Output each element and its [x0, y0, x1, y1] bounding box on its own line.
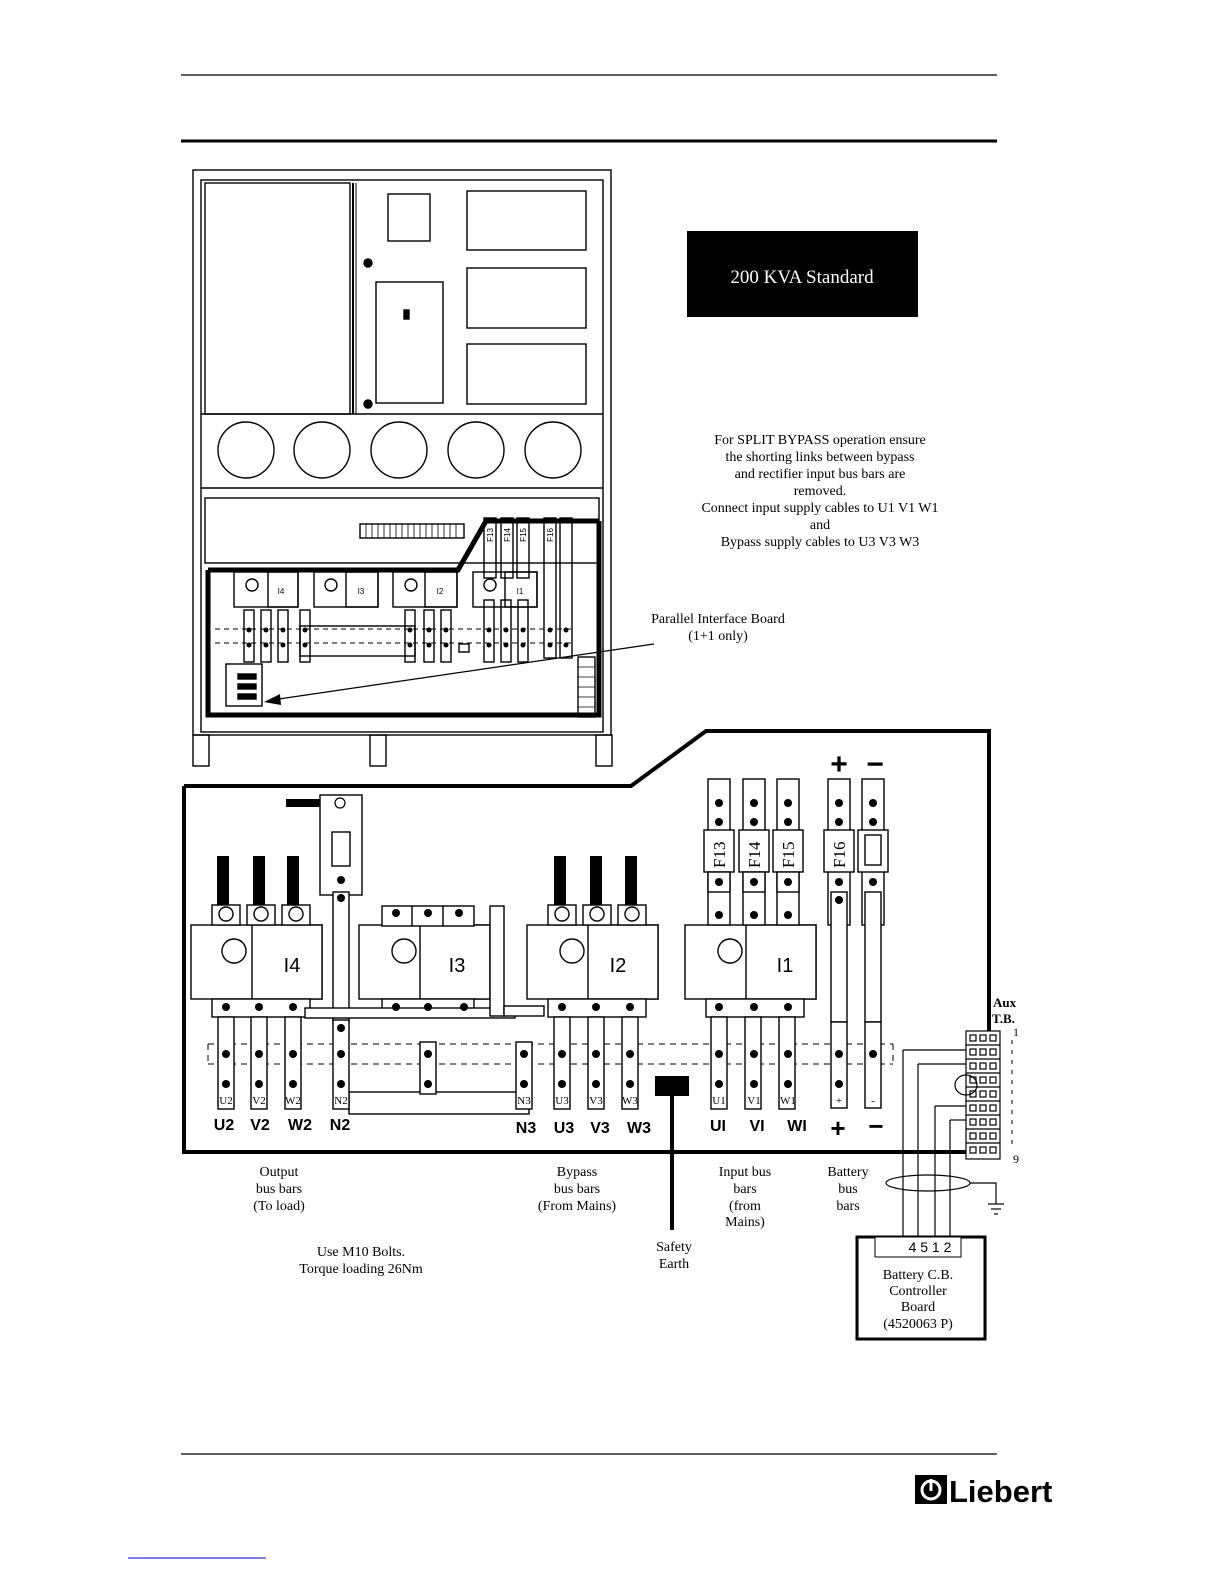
isolator-i3	[359, 906, 490, 1017]
mini-bus-dots	[247, 628, 569, 648]
bar-small-label-v3: V3	[589, 1095, 603, 1107]
battery-group-label	[827, 1165, 868, 1214]
isolator-i2-label: I2	[609, 955, 627, 977]
input-label-line-1: Input bus	[718, 1165, 772, 1180]
bolts-note-line-2: Torque loading 26Nm	[299, 1262, 423, 1277]
cabinet-overview	[193, 170, 612, 766]
bar-small-label-u3: U3	[555, 1095, 569, 1107]
controller-line-4: (4520063 P)	[883, 1317, 953, 1332]
n2-fuse-holder	[320, 795, 362, 1022]
bar-label-plus: +	[830, 1113, 846, 1143]
parallel-board-sublabel: (1+1 only)	[688, 629, 748, 644]
isolator-i3-label: I3	[448, 955, 466, 977]
battery-plus-symbol: +	[830, 748, 848, 781]
controller-line-2: Controller	[889, 1284, 947, 1299]
bar-small-label-n3: N3	[517, 1095, 531, 1107]
bar-label-v3: V3	[590, 1120, 610, 1137]
aux-tb-sublabel: T.B.	[992, 1011, 1015, 1026]
input-group-label	[719, 1165, 772, 1230]
output-label-line-2: bus bars	[255, 1182, 303, 1197]
output-cables	[217, 799, 336, 906]
isolator-i1-label: I1	[776, 955, 794, 977]
aux-terminal-block	[966, 1031, 1000, 1159]
split-note-line-5: Connect input supply cables to U1 V1 W1	[701, 501, 939, 516]
isolator-i1	[685, 925, 816, 1017]
bar-label-w3: W3	[627, 1120, 651, 1137]
bar-label-v2: V2	[250, 1117, 270, 1134]
bar-small-label-plus: +	[835, 1095, 843, 1107]
battery-minus-symbol: −	[866, 748, 884, 781]
safety-earth-terminal	[655, 1076, 689, 1096]
bypass-cables	[554, 856, 637, 906]
battery-bars	[831, 892, 881, 1108]
bolts-note-line-1: Use M10 Bolts.	[316, 1245, 406, 1260]
output-label-line-1: Output	[259, 1165, 299, 1180]
input-label-line-2: bars	[733, 1182, 757, 1197]
bar-labels	[214, 1111, 884, 1143]
bar-small-label-u1: U1	[712, 1095, 726, 1107]
bar-small-label-n2: N2	[334, 1095, 348, 1107]
model-badge-title: 200 KVA Standard	[730, 267, 874, 288]
mini-fuse-label-f15: F15	[519, 528, 528, 542]
bar-label-minus: −	[868, 1111, 884, 1141]
split-note-line-6: and	[809, 518, 831, 533]
safety-earth-label-line-2: Earth	[658, 1257, 690, 1272]
bar-small-label-w2: W2	[285, 1095, 301, 1107]
split-note-line-4: removed.	[793, 484, 847, 499]
output-label-line-3: (To load)	[253, 1199, 305, 1214]
mini-fuse-label-f13: F13	[486, 528, 495, 542]
fuse-label-f15: F15	[779, 841, 798, 868]
split-note-line-3: and rectifier input bus bars are	[734, 467, 906, 482]
input-label-line-4: Mains)	[725, 1215, 765, 1230]
bar-small-labels	[219, 1095, 875, 1107]
aux-tb-label: Aux	[993, 995, 1017, 1010]
parallel-board-arrowhead	[264, 694, 281, 705]
bar-label-n3: N3	[515, 1120, 537, 1137]
isolator-i4-label: I4	[283, 955, 301, 977]
fuse-label-f13: F13	[710, 841, 729, 868]
bar-small-label-v2: V2	[252, 1095, 266, 1107]
split-note-line-1: For SPLIT BYPASS operation ensure	[714, 433, 926, 448]
bar-label-w2: W2	[288, 1117, 312, 1134]
bypass-group-label	[538, 1165, 617, 1214]
bar-label-u2: U2	[213, 1117, 235, 1134]
bypass-label-line-3: (From Mains)	[537, 1199, 617, 1214]
battery-label-line-3: bars	[836, 1199, 860, 1214]
bar-label-u1: UI	[710, 1118, 726, 1135]
output-bus-bars	[218, 1017, 349, 1109]
fuse-label-f14: F14	[745, 841, 764, 868]
split-note-line-7: Bypass supply cables to U3 V3 W3	[720, 535, 920, 550]
bar-small-label-minus: -	[871, 1095, 875, 1107]
controller-line-1: Battery C.B.	[882, 1268, 954, 1283]
split-note-line-2: the shorting links between bypass	[725, 450, 915, 465]
parallel-board-label: Parallel Interface Board	[651, 612, 785, 627]
output-group-label	[253, 1165, 305, 1214]
mini-switch-label-i1: I1	[516, 587, 524, 596]
bar-small-label-v1: V1	[747, 1095, 761, 1107]
mini-switch-label-i2: I2	[436, 587, 444, 596]
mini-fuse-label-f14: F14	[503, 528, 512, 542]
bar-small-label-u2: U2	[219, 1095, 233, 1107]
battery-label-line-2: bus	[838, 1182, 858, 1197]
battery-label-line-1: Battery	[827, 1165, 869, 1180]
controller-terminal-numbers: 4 5 1 2	[908, 1239, 952, 1255]
aux-tb-pin-first: 1	[1013, 1025, 1019, 1039]
bar-label-w1: WI	[787, 1118, 807, 1135]
bypass-bus-bars	[516, 1017, 638, 1109]
isolator-i4	[191, 905, 322, 1017]
aux-tb-pin-last: 9	[1013, 1152, 1019, 1166]
input-label-line-3: (from	[729, 1199, 761, 1214]
mini-switch-label-i3: I3	[357, 587, 365, 596]
bypass-label-line-1: Bypass	[556, 1165, 598, 1180]
mini-switch-label-i4: I4	[277, 587, 285, 596]
fuse-label-f16: F16	[830, 841, 849, 868]
mini-fuse-label-f16: F16	[546, 528, 555, 542]
bar-label-u3: U3	[553, 1120, 575, 1137]
safety-earth-label-line-1: Safety	[656, 1240, 692, 1255]
isolator-i2	[527, 905, 658, 1017]
controller-line-3: Board	[900, 1300, 936, 1315]
liebert-logo	[915, 1474, 1052, 1509]
bypass-label-line-2: bus bars	[553, 1182, 601, 1197]
bar-label-n2: N2	[329, 1117, 351, 1134]
split-bypass-note	[701, 433, 938, 550]
bar-label-v1: VI	[749, 1118, 765, 1135]
liebert-logo-text: Liebert	[949, 1474, 1053, 1509]
bar-small-label-w1: W1	[780, 1095, 796, 1107]
bar-small-label-w3: W3	[622, 1095, 638, 1107]
